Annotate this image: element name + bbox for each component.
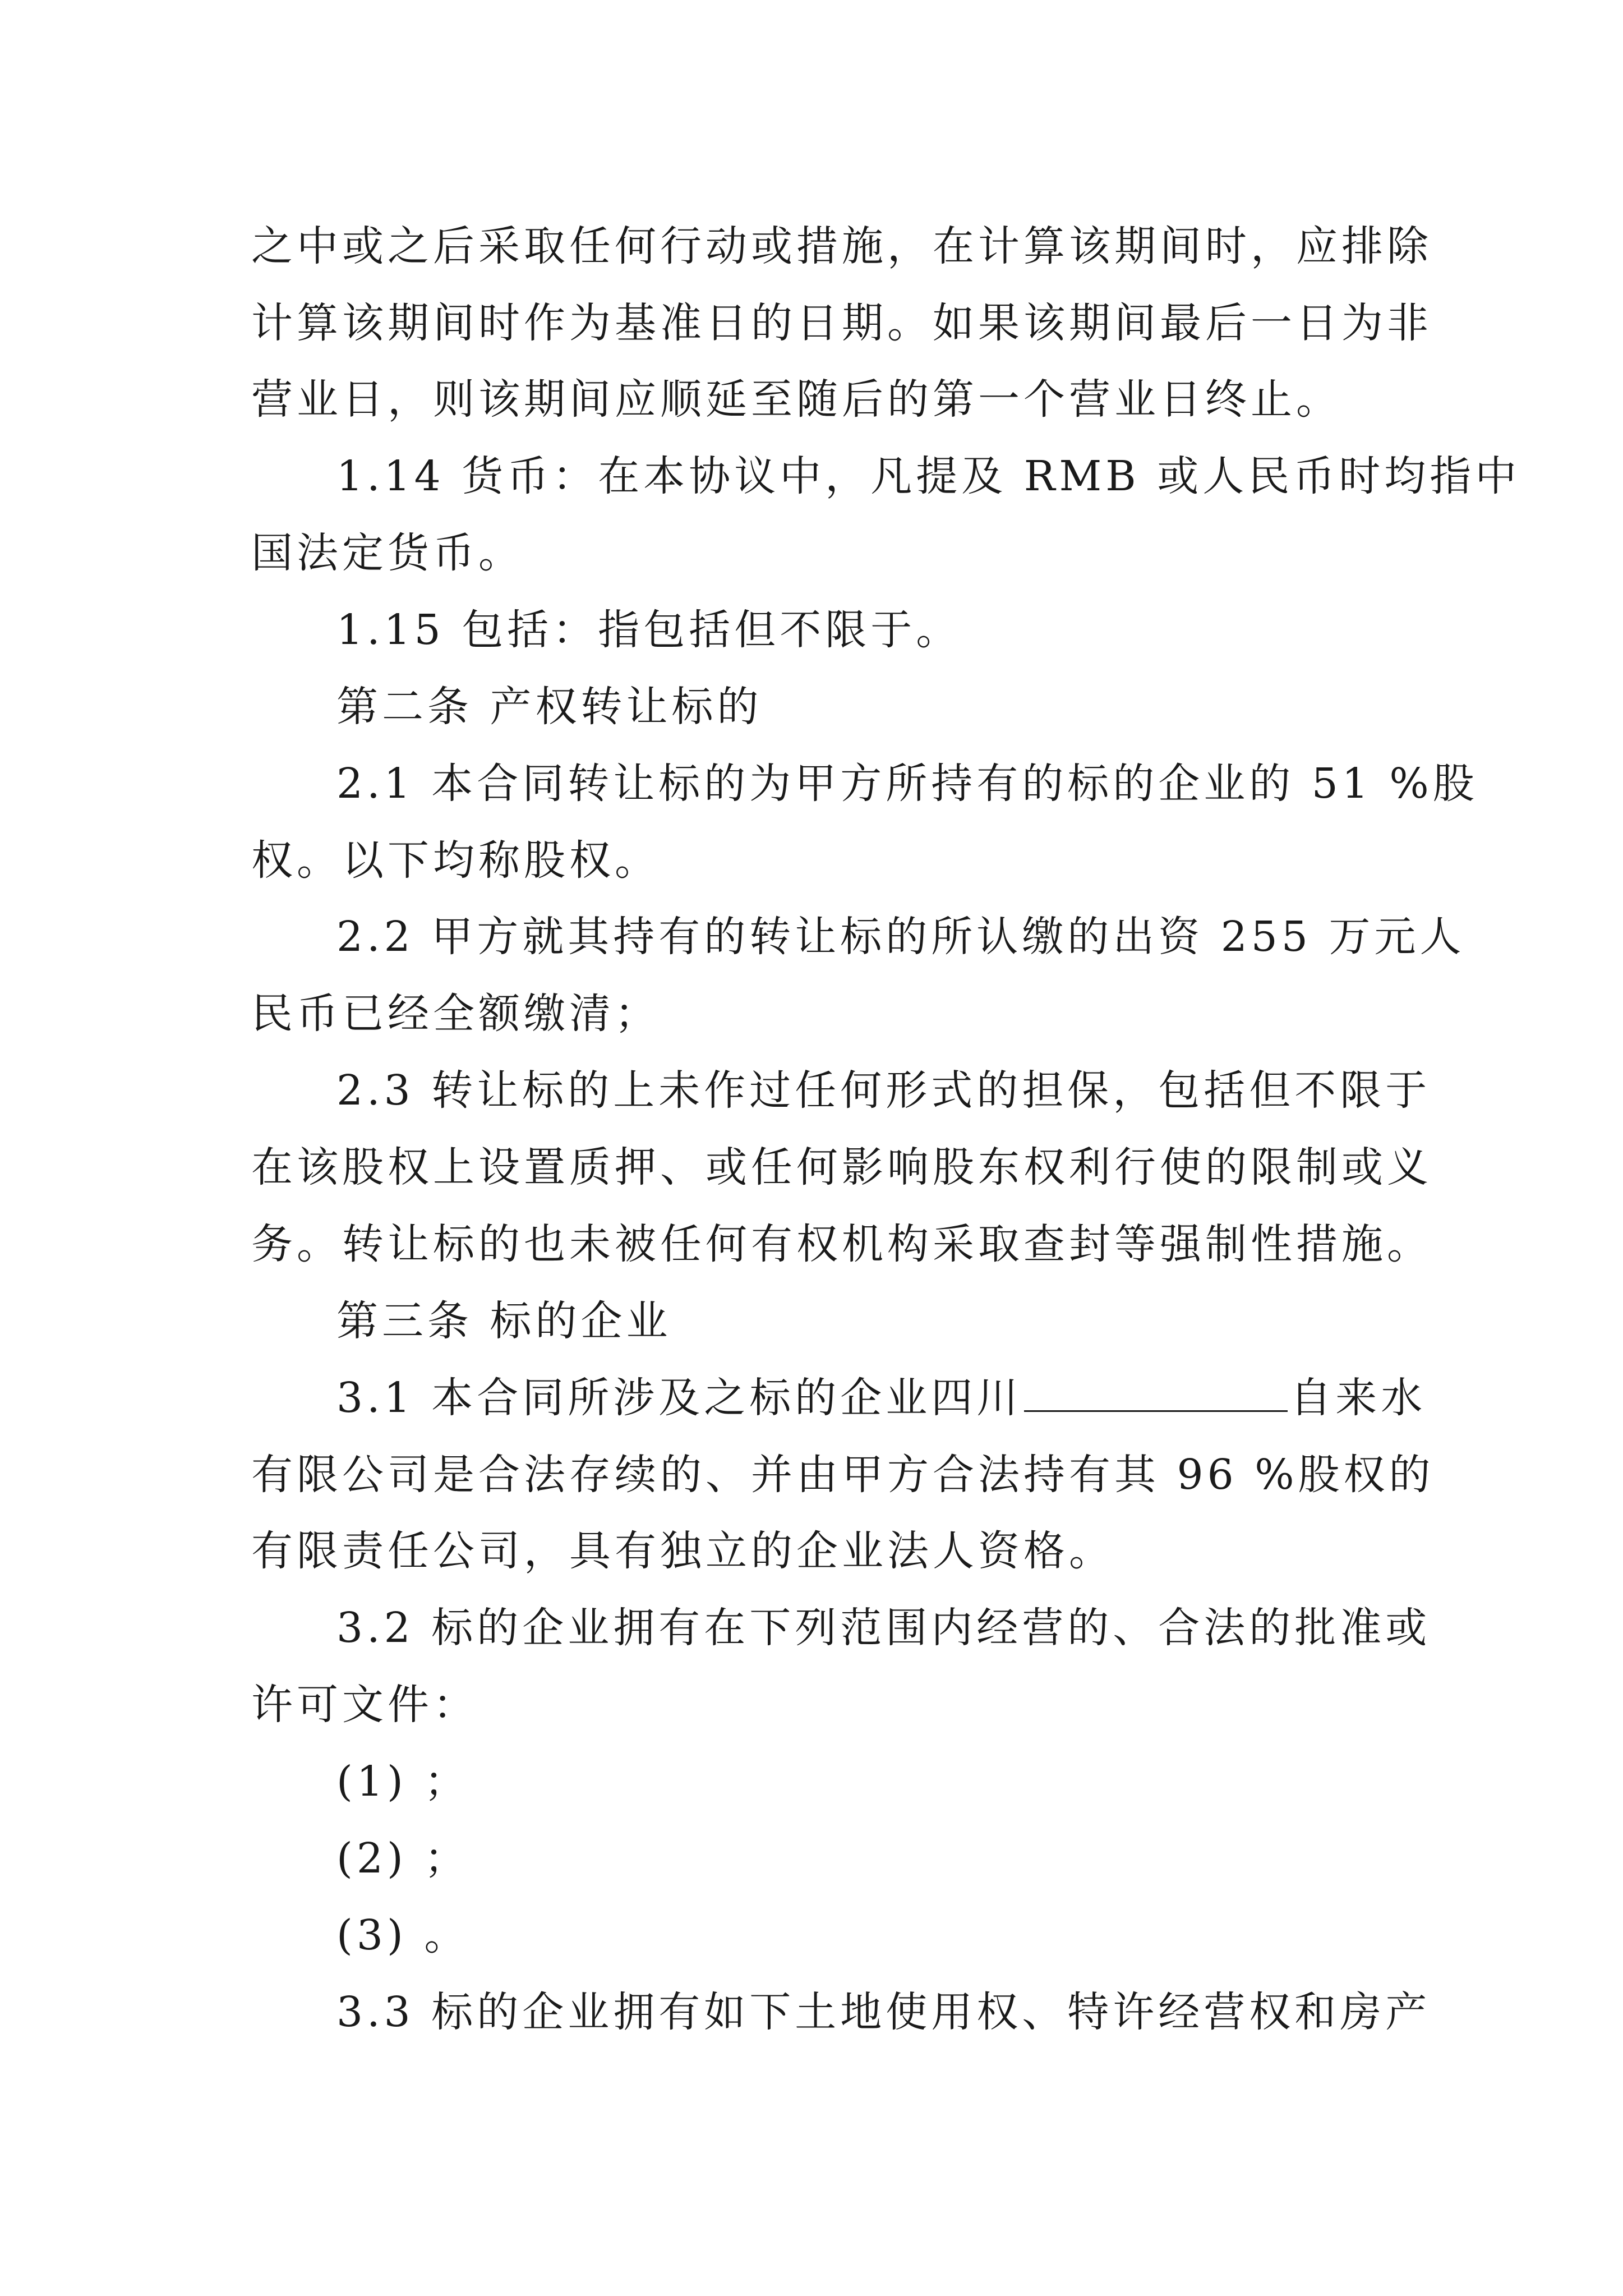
clause-1-15: 1.15 包括：指包括但不限于。 [336,606,962,654]
clause-3-3: 3.3 标的企业拥有如下土地使用权、特许经营权和房产 [336,1988,1431,2036]
blank-fill-line [1024,1371,1288,1412]
text-line: 务。转让标的也未被任何有权机构采取查封等强制性措施。 [251,1220,1432,1268]
clause-3-2: 3.2 标的企业拥有在下列范围内经营的、合法的批准或 [336,1604,1431,1652]
text-line: 在该股权上设置质押、或任何影响股东权利行使的限制或义 [251,1143,1432,1191]
text-line: 之中或之后采取任何行动或措施，在计算该期间时，应排除 [251,222,1432,270]
text-line: 权。以下均称股权。 [251,836,660,885]
text-line: 许可文件： [251,1681,478,1729]
clause-3-1-text: 3.1 本合同所涉及之标的企业四川 [336,1374,1022,1422]
text-line: 计算该期间时作为基准日的日期。如果该期间最后一日为非 [251,299,1432,347]
list-item: (3) 。 [336,1911,470,1959]
clause-2-3: 2.3 转让标的上未作过任何形式的担保，包括但不限于 [336,1066,1431,1115]
text-line: 有限责任公司，具有独立的企业法人资格。 [251,1527,1114,1575]
list-item: (2) ； [336,1834,470,1883]
article-2-heading: 第二条 产权转让标的 [336,683,763,731]
clause-2-2: 2.2 甲方就其持有的转让标的所认缴的出资 255 万元人 [336,913,1465,961]
clause-3-1-suffix: 自来水 [1290,1374,1427,1422]
text-line: 营业日，则该期间应顺延至随后的第一个营业日终止。 [251,375,1341,424]
text-line: 有限公司是合法存续的、并由甲方合法持有其 96 %股权的 [251,1451,1435,1499]
clause-3-1 [336,1359,1426,1437]
text-line: 民币已经全额缴清； [251,990,660,1038]
list-item: (1) ； [336,1757,470,1806]
clause-2-1: 2.1 本合同转让标的为甲方所持有的标的企业的 51 %股 [336,760,1478,808]
clause-1-14: 1.14 货币：在本协议中，凡提及 RMB 或人民币时均指中 [336,452,1521,500]
text-line: 国法定货币。 [251,529,524,577]
article-3-heading: 第三条 标的企业 [336,1297,672,1345]
